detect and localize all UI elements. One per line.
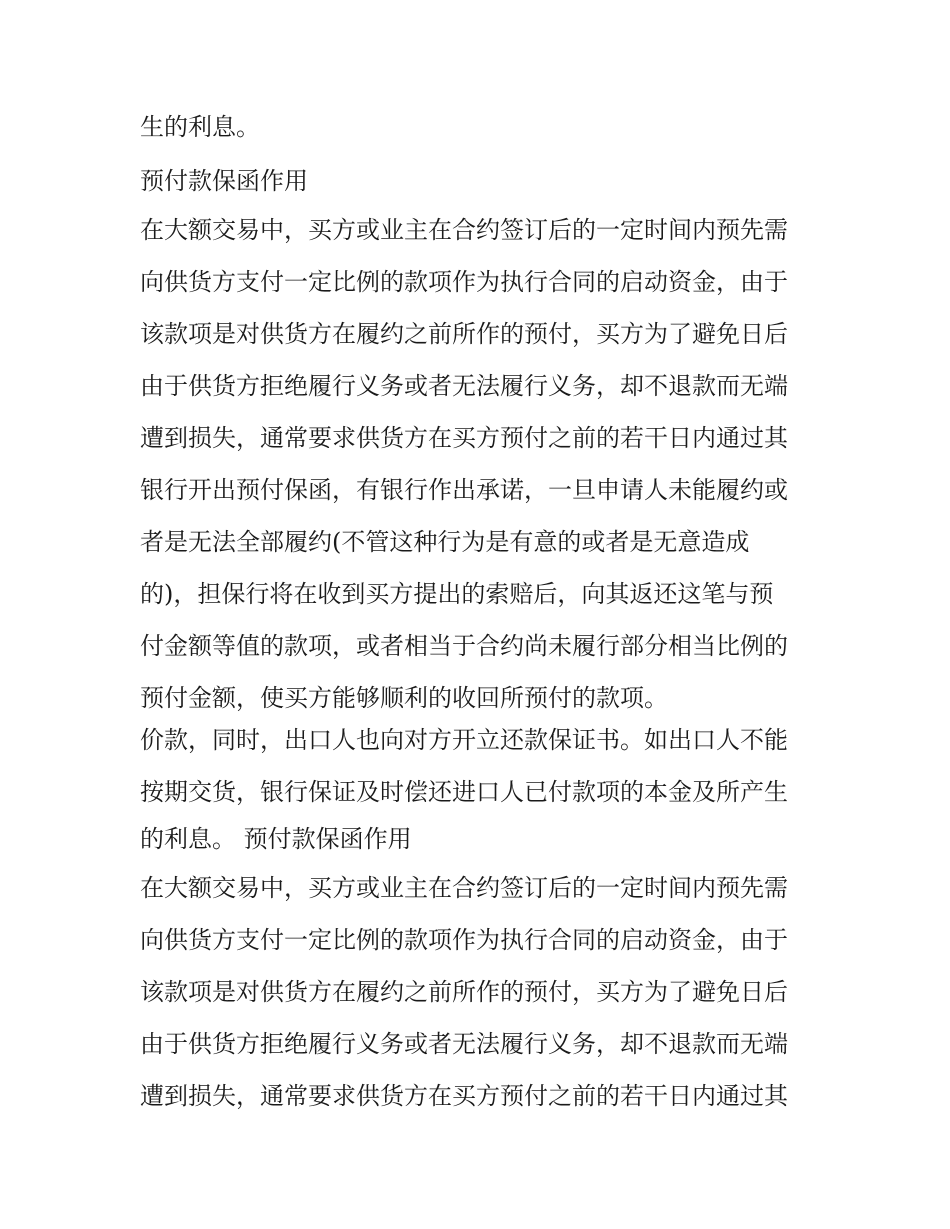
text-line: 遭到损失，通常要求供货方在买方预付之前的若干日内通过其 <box>140 424 788 452</box>
text-line: 该款项是对供货方在履约之前所作的预付，买方为了避免日后 <box>140 978 788 1006</box>
text-line: 付金额等值的款项，或者相当于合约尚未履行部分相当比例的 <box>140 632 788 660</box>
text-line: 在大额交易中，买方或业主在合约签订后的一定时间内预先需 <box>140 216 788 244</box>
text-line: 在大额交易中，买方或业主在合约签订后的一定时间内预先需 <box>140 874 788 902</box>
text-line: 遭到损失，通常要求供货方在买方预付之前的若干日内通过其 <box>140 1082 788 1110</box>
text-line: 向供货方支付一定比例的款项作为执行合同的启动资金，由于 <box>140 926 788 954</box>
text-line: 者是无法全部履约(不管这种行为是有意的或者是无意造成 <box>140 528 750 556</box>
text-line: 由于供货方拒绝履行义务或者无法履行义务，却不退款而无端 <box>140 372 788 400</box>
text-line: 价款，同时，出口人也向对方开立还款保证书。如出口人不能 <box>140 726 788 754</box>
text-line: 按期交货，银行保证及时偿还进口人已付款项的本金及所产生 <box>140 778 788 806</box>
text-line: 的)，担保行将在收到买方提出的索赔后，向其返还这笔与预 <box>140 580 774 608</box>
text-line: 向供货方支付一定比例的款项作为执行合同的启动资金，由于 <box>140 268 788 296</box>
text-line: 银行开出预付保函，有银行作出承诺，一旦申请人未能履约或 <box>140 476 788 504</box>
text-line: 由于供货方拒绝履行义务或者无法履行义务，却不退款而无端 <box>140 1030 788 1058</box>
text-line: 的利息。 预付款保函作用 <box>140 825 412 853</box>
text-line: 生的利息。 <box>140 113 260 141</box>
text-line: 预付金额，使买方能够顺利的收回所预付的款项。 <box>140 684 668 712</box>
section-heading: 预付款保函作用 <box>140 167 308 195</box>
text-line: 该款项是对供货方在履约之前所作的预付，买方为了避免日后 <box>140 320 788 348</box>
